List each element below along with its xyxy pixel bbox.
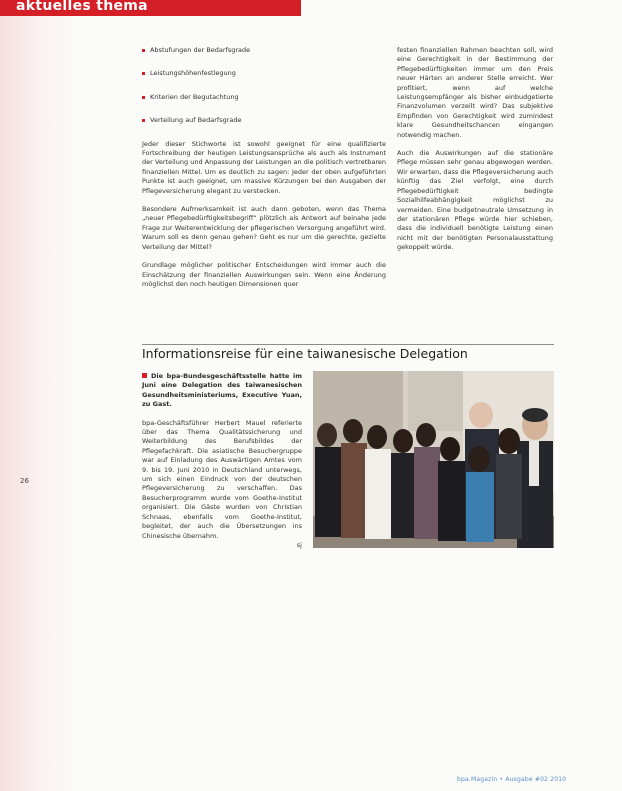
delegation-group-photo xyxy=(313,371,554,548)
section-header-bar xyxy=(0,0,301,16)
section-title: aktuelles thema xyxy=(16,0,148,14)
body-paragraph: festen finanziellen Rahmen beachten soll, wird eine Gerechtigkeit in der Bestimmung der Pflegebedürftigkeiten immer um den Preis neuer Härten an anderer Stelle erreicht. Wer profitiert, wenn auf welche Leistungsempfänger als bisher einbudgetierte Finanzvolumen verzeilt wird? Das subjektive Empfinden von Gerechtigkeit wird zumindest klare Gesundheitschancen eingangen notwendig machen. xyxy=(397,46,553,139)
bullet-item: Verteilung auf Bedarfsgrade xyxy=(142,116,386,125)
footer-publication: bpa.Magazin • Ausgabe #02 2010 xyxy=(457,776,567,783)
bullet-item: Abstufungen der Bedarfsgrade xyxy=(142,46,386,55)
left-column xyxy=(142,46,386,298)
page-number: 26 xyxy=(20,477,29,485)
bullet-icon xyxy=(142,119,145,122)
bullet-list xyxy=(142,46,386,126)
bullet-icon xyxy=(142,96,145,99)
right-column xyxy=(397,46,553,262)
margin-strip xyxy=(0,16,80,791)
bullet-item: Leistungshöhenfestlegung xyxy=(142,69,386,78)
article-title: Informationsreise für eine taiwanesische Delegation xyxy=(142,346,468,361)
body-paragraph: Besondere Aufmerksamkeit ist auch dann geboten, wenn das Thema „neuer Pflegebedürftigkeitsbegriff“ plötzlich als Antwort auf beinahe jede Frage zur Weiterentwicklung der pflegerischen Versorgung angeführt wird. Warum soll es denn genau gehen? Geht es nur um die gerechte, gezielte Verteilung der Mittel? xyxy=(142,205,386,251)
bullet-icon xyxy=(142,72,145,75)
body-paragraph: Jeder dieser Stichworte ist sowohl geeignet für eine qualifizierte Fortschreibung der heutigen Leistungsansprüche als auch als Instrument der Verteilung und Anpassung der Leistungen an die politisch vertretbaren finanziellen Mittel. Um es deutlich zu sagen: Jeder der oben aufgeführten Punkte ist auch geeignet, um massive Kürzungen bei den Ausgaben der Pflegeversicherung elegant zu verstecken. xyxy=(142,139,386,195)
article-body: bpa-Geschäftsführer Herbert Mauel referierte über das Thema Qualitätssicherung und Weiterbildung des Berufsbildes der Pflegefachkraft. Die asiatische Besuchergruppe war auf Einladung des Auswärtigen Amtes vom 9. bis 19. Juni 2010 in Deutschland unterwegs, um sich einen Eindruck von der deutschen Pflegeversicherung zu verschaffen. Das Besucherprogramm wurde vom Goethe-Institut organisiert. Die Gäste wurden von Christian Schnaas, ebenfalls vom Goethe-Institut, begleitet, der auch die Übersetzungen ins Chinesische übernahm. xyxy=(142,418,302,540)
article-text-column xyxy=(142,372,302,550)
article-lead: Die bpa-Bundesgeschäftsstelle hatte im Juni eine Delegation des taiwanesischen Gesundheitsministeriums, Executive Yuan, zu Gast. xyxy=(142,372,302,409)
bullet-icon xyxy=(142,49,145,52)
lead-marker-icon xyxy=(142,373,147,378)
bullet-item: Kriterien der Begutachtung xyxy=(142,93,386,102)
body-paragraph: Grundlage möglicher politischer Entscheidungen wird immer auch die Einschätzung der finanziellen Auswirkungen sein. Wenn eine Änderung möglichst den noch heutigen Dimensionen quer xyxy=(142,261,386,288)
author-initials: sj xyxy=(296,540,302,549)
article-divider xyxy=(142,344,554,345)
body-paragraph: Auch die Auswirkungen auf die stationäre Pflege müssen sehr genau abgewogen werden. Wir erwarten, dass die Pflegeversicherung auch künftig das Ziel verfolgt, eine durch Pflegebedürftigkeit bedingte Sozialhilfeabhängigkeit möglichst zu vermeiden. Eine budgetneutrale Umsetzung in der stationären Pflege würde hier schieben, dass die individuell benötigte Leistung einen nicht mit der benötigten Personalausstattung gekoppelt würde. xyxy=(397,149,553,252)
